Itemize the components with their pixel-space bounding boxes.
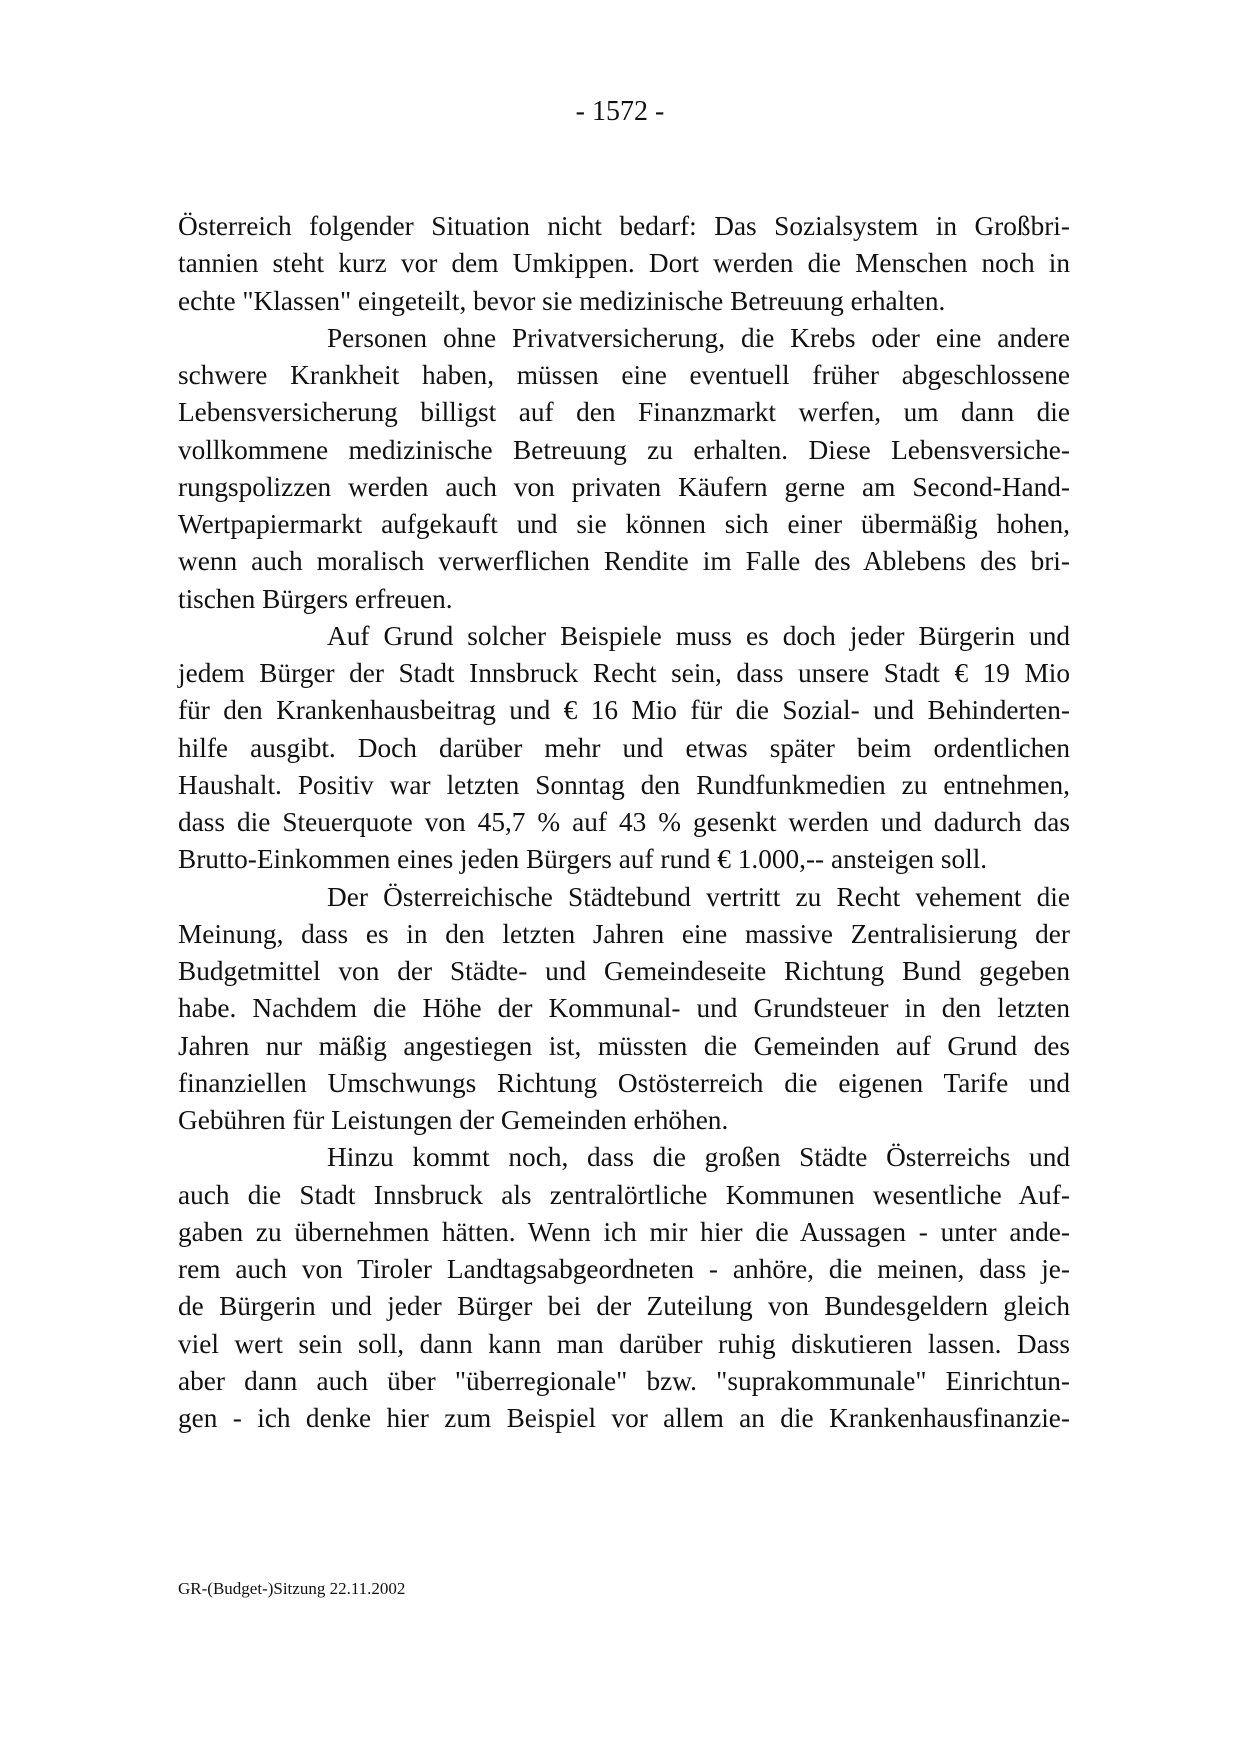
text-line: wenn auch moralisch verwerflichen Rendite im Falle des Ablebens des bri- xyxy=(178,546,1070,577)
text-line: echte "Klassen" eingeteilt, bevor sie medizinische Betreuung erhalten. xyxy=(178,285,946,316)
text-line: Haushalt. Positiv war letzten Sonntag den Rundfunkmedien zu entnehmen, xyxy=(178,769,1070,800)
text-line: dass die Steuerquote von 45,7 % auf 43 % gesenkt werden und dadurch das xyxy=(178,807,1070,837)
text-line: Österreich folgender Situation nicht bedarf: Das Sozialsystem in Großbri- xyxy=(178,211,1070,241)
text-line: Jahren nur mäßig angestiegen ist, müssten die Gemeinden auf Grund des xyxy=(178,1030,1070,1061)
text-line: Lebensversicherung billigst auf den Finanzmarkt werfen, um dann die xyxy=(178,397,1070,428)
text-line: viel wert sein soll, dann kann man darüber ruhig diskutieren lassen. Dass xyxy=(178,1328,1070,1359)
text-line: auch die Stadt Innsbruck als zentralörtliche Kommunen wesentliche Auf- xyxy=(178,1179,1070,1210)
text-line: vollkommene medizinische Betreuung zu erhalten. Diese Lebensversiche- xyxy=(178,434,1070,465)
text-line: finanziellen Umschwungs Richtung Ostösterreich die eigenen Tarife und xyxy=(178,1067,1070,1098)
text-line: de Bürgerin und jeder Bürger bei der Zuteilung von Bundesgeldern gleich xyxy=(178,1291,1070,1322)
text-line: habe. Nachdem die Höhe der Kommunal- und Grundsteuer in den letzten xyxy=(178,993,1070,1024)
text-line: rungspolizzen werden auch von privaten Käufern gerne am Second-Hand- xyxy=(178,471,1070,502)
text-line: jedem Bürger der Stadt Innsbruck Recht sein, dass unsere Stadt € 19 Mio xyxy=(178,658,1070,688)
text-line: Der Österreichische Städtebund vertritt zu Recht vehement die xyxy=(327,881,1070,912)
text-line: rem auch von Tiroler Landtagsabgeordneten - anhöre, die meinen, dass je- xyxy=(178,1254,1070,1284)
text-line: gen - ich denke hier zum Beispiel vor allem an die Krankenhausfinanzie- xyxy=(178,1403,1070,1433)
text-line: Meinung, dass es in den letzten Jahren eine massive Zentralisierung der xyxy=(178,918,1070,949)
text-line: tannien steht kurz vor dem Umkippen. Dort werden die Menschen noch in xyxy=(178,248,1070,279)
text-line: hilfe ausgibt. Doch darüber mehr und etwas später beim ordentlichen xyxy=(178,732,1070,763)
text-line: für den Krankenhausbeitrag und € 16 Mio für die Sozial- und Behinderten- xyxy=(178,695,1070,726)
text-line: schwere Krankheit haben, müssen eine eventuell früher abgeschlossene xyxy=(178,360,1070,390)
text-line: Hinzu kommt noch, dass die großen Städte Österreichs und xyxy=(327,1142,1070,1173)
text-line: Budgetmittel von der Städte- und Gemeindeseite Richtung Bund gegeben xyxy=(178,956,1070,986)
footer-session-info: GR-(Budget-)Sitzung 22.11.2002 xyxy=(178,1579,406,1598)
body-text xyxy=(178,208,1070,1437)
text-line: gaben zu übernehmen hätten. Wenn ich mir hier die Aussagen - unter ande- xyxy=(178,1216,1070,1247)
text-line: Brutto-Einkommen eines jeden Bürgers auf rund € 1.000,-- ansteigen soll. xyxy=(178,844,988,875)
text-line: Gebühren für Leistungen der Gemeinden erhöhen. xyxy=(178,1105,729,1135)
page-number: - 1572 - xyxy=(575,96,665,127)
text-line: Auf Grund solcher Beispiele muss es doch jeder Bürgerin und xyxy=(327,620,1070,651)
text-line: Personen ohne Privatversicherung, die Krebs oder eine andere xyxy=(327,322,1070,353)
text-line: tischen Bürgers erfreuen. xyxy=(178,583,453,614)
text-line: aber dann auch über "überregionale" bzw. "suprakommunale" Einrichtun- xyxy=(178,1365,1070,1396)
text-line: Wertpapiermarkt aufgekauft und sie können sich einer übermäßig hohen, xyxy=(178,509,1070,539)
